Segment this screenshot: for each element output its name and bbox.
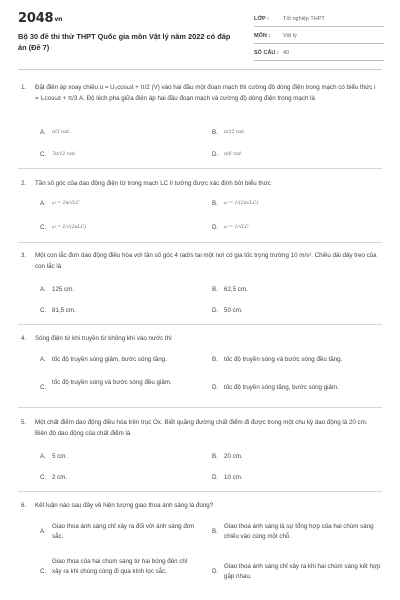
question-text: Tần số góc của dao động điện từ trong mạch LC lí tưởng được xác định bởi biểu thức bbox=[35, 180, 271, 187]
meta-value: Tốt nghiệp THPT bbox=[283, 16, 325, 22]
option-value: Giao thoa của hai chùm sáng từ hai bóng đèn chỉ xảy ra khi chúng cùng đi qua kính lọc sắc. bbox=[52, 558, 188, 575]
option-value: 20 cm. bbox=[224, 453, 243, 460]
option-value: 2 cm. bbox=[52, 474, 68, 481]
option-label: D. bbox=[212, 307, 219, 314]
header bbox=[0, 0, 400, 66]
option-value: ω = 1/√(2πLC) bbox=[52, 225, 87, 230]
option-label: D. bbox=[212, 151, 219, 158]
option-value: π/12 rad. bbox=[224, 130, 246, 135]
option-label: C. bbox=[40, 151, 47, 158]
meta-value: 40 bbox=[283, 50, 290, 56]
separator bbox=[18, 407, 382, 408]
option-label: B. bbox=[212, 356, 218, 363]
logo-suffix: vn bbox=[54, 16, 63, 23]
option-value: Giao thoa ánh sáng chỉ xảy ra đối với ánh sáng đơn sắc. bbox=[52, 523, 195, 540]
question-text: Kết luận nào sau đây về hiện tượng giao thoa ánh sáng là đúng? bbox=[35, 502, 214, 509]
option-value: Giao thoa ánh sáng chỉ xảy ra khi hai chùm sáng kết hợp gặp nhau. bbox=[224, 563, 381, 580]
option-label: D. bbox=[212, 384, 219, 391]
option-value: ω = 2π/√LC bbox=[52, 201, 80, 206]
option-value: 81,5 cm. bbox=[52, 307, 76, 314]
option-label: B. bbox=[212, 286, 218, 293]
option-label: A. bbox=[40, 200, 46, 207]
logo-text: 2048 bbox=[18, 11, 54, 26]
option-label: A. bbox=[40, 286, 46, 293]
question-number: 6. bbox=[21, 502, 27, 509]
separator bbox=[18, 242, 382, 243]
option-label: C. bbox=[40, 384, 47, 391]
option-value: 125 cm. bbox=[52, 286, 75, 293]
meta-label: MÔN : bbox=[254, 33, 271, 39]
meta-label: LỚP : bbox=[254, 16, 269, 22]
separator bbox=[18, 491, 382, 492]
meta-info bbox=[254, 13, 384, 64]
separator bbox=[18, 324, 382, 325]
option-label: A. bbox=[40, 129, 46, 136]
question-number: 3. bbox=[21, 252, 27, 259]
option-label: C. bbox=[40, 224, 47, 231]
option-value: tốc độ truyền sóng giảm, bước sóng tăng. bbox=[52, 356, 167, 363]
option-label: B. bbox=[212, 129, 218, 136]
option-value: π/3 rad. bbox=[52, 130, 71, 135]
option-label: C. bbox=[40, 307, 47, 314]
page-title: Bộ 30 đề thi thử THPT Quốc gia môn Vật lý năm 2022 có đáp án (Đề 7) bbox=[18, 32, 231, 52]
option-value: 5 cm. bbox=[52, 453, 68, 460]
option-label: D. bbox=[212, 568, 219, 575]
option-value: ω = 1/√LC bbox=[224, 225, 249, 230]
meta-row-class bbox=[254, 13, 384, 27]
option-label: A. bbox=[40, 528, 46, 535]
option-value: ω = 1/(2π√LC) bbox=[224, 201, 259, 206]
option-value: 50 cm. bbox=[224, 307, 243, 314]
option-value: π/6 rad. bbox=[224, 152, 243, 157]
option-value: tốc độ truyền sóng tăng, bước sóng giảm. bbox=[224, 384, 339, 391]
question-text: Đặt điện áp xoay chiều u = U₀cosωt + π/2 (V) vào hai đầu một đoạn mạch thì cường độ dòng điện trong mạch có biểu thức i = I₀cosωt + π/3 A. Độ lệch pha giữa điện áp hai đầu đoạn mạch và cường độ dòng điện trong mạch là bbox=[35, 84, 376, 102]
header-divider bbox=[18, 69, 382, 70]
question-number: 1. bbox=[21, 84, 27, 91]
option-label: B. bbox=[212, 528, 218, 535]
question-text: Sóng điện từ khi truyền từ không khí vào nước thì bbox=[35, 335, 172, 342]
option-value: 62,5 cm. bbox=[224, 286, 248, 293]
option-value: tốc độ truyền sóng và bước sóng đều tăng. bbox=[224, 356, 343, 363]
meta-row-count bbox=[254, 47, 384, 61]
option-label: C. bbox=[40, 568, 47, 575]
option-label: A. bbox=[40, 453, 46, 460]
option-value: 7π/12 rad. bbox=[52, 152, 77, 157]
option-label: A. bbox=[40, 356, 46, 363]
meta-value: Vật lý bbox=[283, 33, 297, 39]
question-text: Một chất điểm dao động điều hòa trên trục Ox. Biết quãng đường chất điểm đi được trong một chu kỳ dao động là 20 cm. Biên độ dao động của chất điểm là bbox=[35, 419, 368, 437]
separator bbox=[18, 168, 382, 169]
meta-row-subject bbox=[254, 30, 384, 44]
question-text: Một con lắc đơn dao động điều hòa với tần số góc 4 rad/s tại một nơi có gia tốc trọng trường 10 m/s². Chiều dài dây treo của con lắc là bbox=[35, 252, 377, 270]
question-number: 2. bbox=[21, 180, 27, 187]
option-label: C. bbox=[40, 474, 47, 481]
option-value: Giao thoa ánh sáng là sự tổng hợp của hai chùm sáng chiếu vào cùng một chỗ. bbox=[224, 523, 374, 540]
option-label: D. bbox=[212, 224, 219, 231]
option-label: B. bbox=[212, 200, 218, 207]
logo[interactable] bbox=[18, 11, 62, 26]
meta-label: SỐ CÂU : bbox=[254, 50, 279, 56]
option-value: tốc độ truyền sóng và bước sóng đều giảm. bbox=[52, 379, 172, 386]
option-label: B. bbox=[212, 453, 218, 460]
question-number: 5. bbox=[21, 419, 27, 426]
option-value: 10 cm. bbox=[224, 474, 243, 481]
option-label: D. bbox=[212, 474, 219, 481]
question-number: 4. bbox=[21, 335, 27, 342]
